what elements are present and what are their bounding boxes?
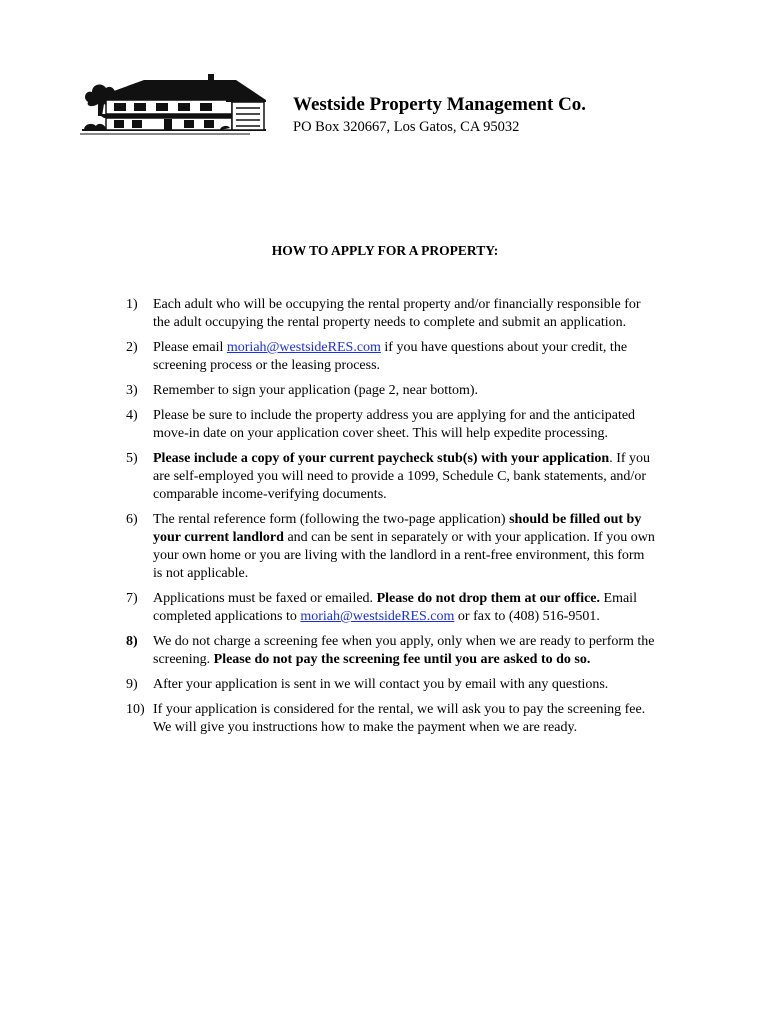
step-number: 3) xyxy=(126,383,138,398)
step-emphasis: Please do not drop them at our office. xyxy=(376,591,601,606)
step-text: The rental reference form (following the two-page application) xyxy=(153,512,510,527)
step-text: Remember to sign your application (page 2, near bottom). xyxy=(153,383,479,398)
company-address: PO Box 320667, Los Gatos, CA 95032 xyxy=(293,119,520,135)
list-item xyxy=(126,701,656,737)
application-steps-list xyxy=(126,296,656,744)
list-item xyxy=(126,633,656,669)
list-item xyxy=(126,296,656,332)
step-text: and can be sent in separately or with your application. If you own your own home or you are living with the landlord in a rent-free environment, this form is not applicable. xyxy=(153,530,655,581)
step-text: if you have questions about your credit, the screening process or the leasing process. xyxy=(153,340,628,373)
house-illustration-icon xyxy=(80,72,268,144)
email-link[interactable]: moriah@westsideRES.com xyxy=(300,609,455,624)
list-item xyxy=(126,511,656,583)
step-text: Please email xyxy=(153,340,227,355)
step-number: 10) xyxy=(126,702,145,717)
step-text: Please be sure to include the property address you are applying for and the anticipated move-in date on your application cover sheet. This will help expedite processing. xyxy=(153,408,636,441)
list-item xyxy=(126,676,656,694)
step-number: 9) xyxy=(126,677,138,692)
list-item xyxy=(126,382,656,400)
step-emphasis: should be filled out by your current landlord xyxy=(153,512,642,545)
step-text: . If you are self-employed you will need to provide a 1099, Schedule C, bank statements, and/or comparable income-verifying documents. xyxy=(153,451,651,502)
step-text: Each adult who will be occupying the rental property and/or financially responsible for the adult occupying the rental property needs to complete and submit an application. xyxy=(153,297,641,330)
email-link[interactable]: moriah@westsideRES.com xyxy=(226,340,381,355)
step-number: 8) xyxy=(126,634,138,649)
step-text: After your application is sent in we will contact you by email with any questions. xyxy=(153,677,609,692)
step-emphasis: Please do not pay the screening fee until you are asked to do so. xyxy=(213,652,591,667)
step-text: If your application is considered for the rental, we will ask you to pay the screening fee. We will give you instructions how to make the payment when we are ready. xyxy=(153,702,646,735)
step-text: We do not charge a screening fee when you apply, only when we are ready to perform the screening. xyxy=(153,634,655,667)
list-item xyxy=(126,590,656,626)
page-title: HOW TO APPLY FOR A PROPERTY: xyxy=(271,243,499,258)
step-number: 6) xyxy=(126,512,138,527)
company-name: Westside Property Management Co. xyxy=(293,94,587,115)
list-item xyxy=(126,450,656,504)
list-item xyxy=(126,339,656,375)
step-text: Email completed applications to xyxy=(153,591,637,624)
step-number: 1) xyxy=(126,297,138,312)
step-text: Applications must be faxed or emailed. xyxy=(153,591,377,606)
step-number: 5) xyxy=(126,451,138,466)
step-number: 2) xyxy=(126,340,138,355)
step-number: 7) xyxy=(126,591,138,606)
step-emphasis: Please include a copy of your current paycheck stub(s) with your application xyxy=(153,451,610,466)
list-item xyxy=(126,407,656,443)
step-text: or fax to (408) 516-9501. xyxy=(454,609,600,624)
step-number: 4) xyxy=(126,408,138,423)
